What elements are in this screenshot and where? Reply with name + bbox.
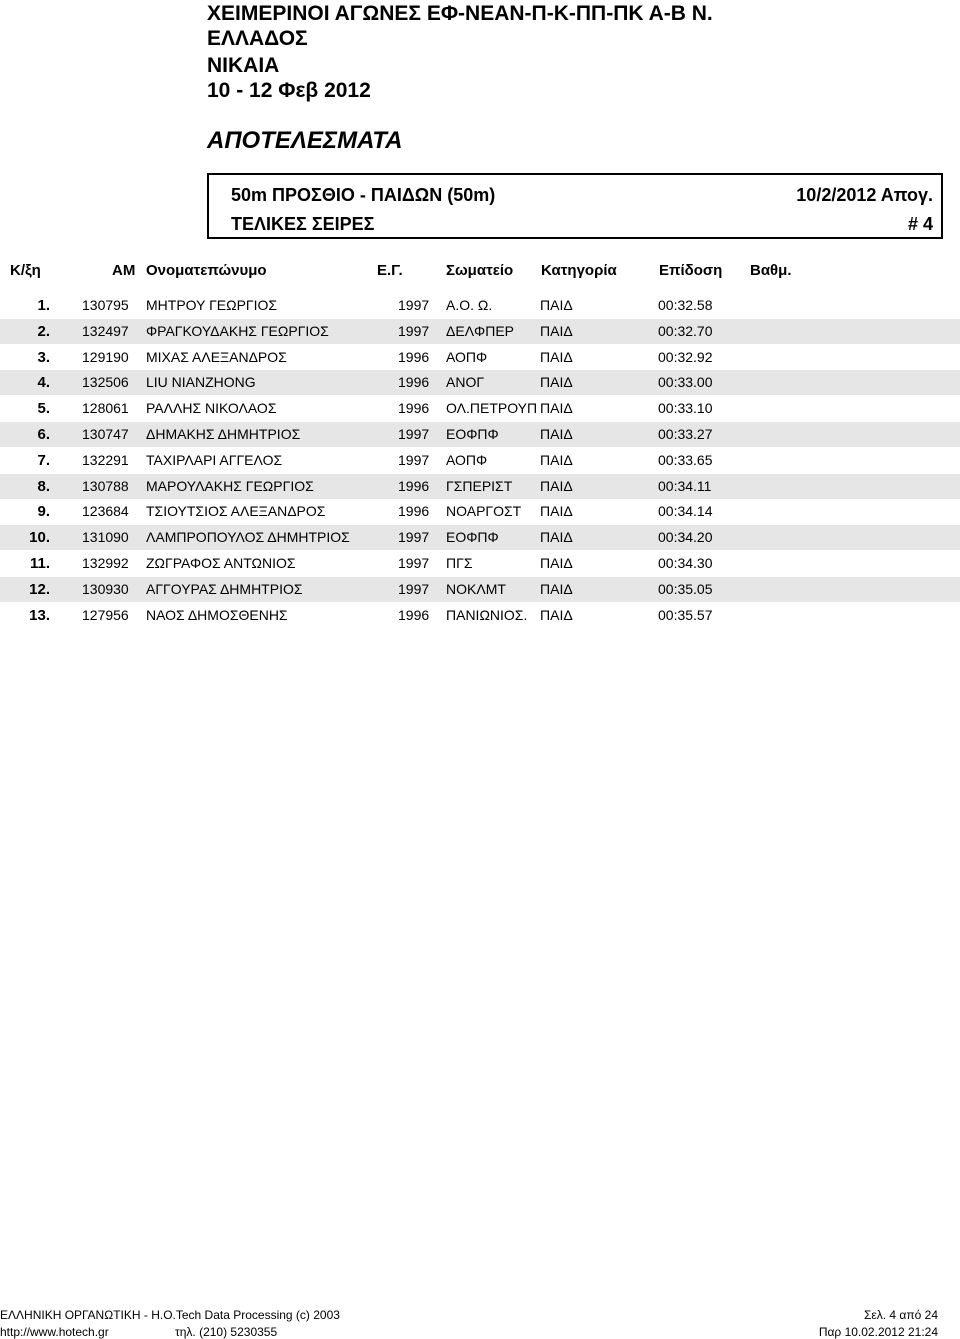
cell-athlete-name: ΦΡΑΓΚΟΥΔΑΚΗΣ ΓΕΩΡΓΙΟΣ — [146, 322, 329, 339]
table-row — [0, 499, 960, 524]
cell-category: ΠΑΙΔ — [540, 477, 573, 494]
col-header-category: Κατηγορία — [541, 262, 617, 279]
table-row — [0, 603, 960, 628]
cell-birth-year: 1997 — [398, 529, 430, 546]
cell-am: 127956 — [82, 606, 129, 623]
cell-rank: 13. — [29, 606, 50, 624]
cell-club: ΕΟΦΠΦ — [446, 529, 499, 546]
cell-birth-year: 1996 — [398, 477, 430, 494]
cell-birth-year: 1996 — [398, 503, 430, 520]
cell-rank: 6. — [37, 426, 50, 443]
cell-category: ΠΑΙΔ — [540, 606, 573, 623]
meet-venue: ΝΙΚΑΙΑ — [207, 54, 280, 77]
event-heat: # 4 — [907, 214, 933, 234]
cell-athlete-name: ΤΣΙΟΥΤΣΙΟΣ ΑΛΕΞΑΝΔΡΟΣ — [146, 503, 326, 520]
cell-athlete-name: ΖΩΓΡΑΦΟΣ ΑΝΤΩΝΙΟΣ — [146, 555, 296, 571]
cell-birth-year: 1997 — [398, 426, 430, 442]
footer-url: http://www.hotech.gr — [0, 1325, 109, 1339]
col-header-year: Ε.Γ. — [377, 262, 403, 279]
cell-club: Α.Ο. Ω. — [446, 297, 493, 313]
event-date: 10/2/2012 Απογ. — [796, 185, 933, 205]
cell-athlete-name: ΜΙΧΑΣ ΑΛΕΞΑΝΔΡΟΣ — [146, 348, 287, 365]
col-header-club: Σωματείο — [446, 262, 514, 279]
meet-dates: 10 - 12 Φεβ 2012 — [207, 79, 371, 102]
cell-rank: 3. — [37, 348, 50, 366]
cell-category: ΠΑΙΔ — [540, 529, 573, 546]
table-row — [0, 474, 960, 499]
cell-rank: 2. — [37, 322, 50, 340]
cell-category: ΠΑΙΔ — [540, 503, 573, 520]
cell-category: ΠΑΙΔ — [540, 348, 573, 365]
cell-time: 00:35.05 — [658, 580, 713, 597]
cell-time: 00:32.58 — [658, 297, 713, 313]
cell-am: 132291 — [82, 451, 129, 468]
cell-am: 129190 — [82, 348, 129, 365]
cell-athlete-name: ΔΗΜΑΚΗΣ ΔΗΜΗΤΡΙΟΣ — [146, 426, 301, 442]
cell-club: ΝΟΑΡΓΟΣΤ — [446, 503, 522, 520]
cell-rank: 12. — [29, 580, 50, 598]
cell-time: 00:33.27 — [658, 426, 713, 442]
table-row — [0, 448, 960, 473]
cell-category: ΠΑΙΔ — [540, 555, 573, 571]
cell-am: 130747 — [82, 426, 129, 442]
cell-time: 00:34.30 — [658, 555, 713, 571]
cell-rank: 4. — [37, 374, 50, 392]
table-row — [0, 525, 960, 550]
cell-am: 132992 — [82, 555, 129, 571]
cell-category: ΠΑΙΔ — [540, 426, 573, 442]
cell-time: 00:33.65 — [658, 451, 713, 468]
event-name: 50m ΠΡΟΣΘΙΟ - ΠΑΙΔΩΝ (50m) — [231, 185, 496, 205]
cell-athlete-name: ΜΗΤΡΟΥ ΓΕΩΡΓΙΟΣ — [146, 297, 278, 313]
cell-time: 00:33.10 — [658, 400, 713, 417]
footer-company: ΕΛΛΗΝΙΚΗ ΟΡΓΑΝΩΤΙΚΗ - Η.Ο.Tech Data Processing (c) 2003 — [0, 1308, 340, 1322]
cell-athlete-name: ΝΑΟΣ ΔΗΜΟΣΘΕΝΗΣ — [146, 606, 288, 623]
col-header-name: Ονοματεπώνυμο — [146, 262, 267, 279]
table-row — [0, 319, 960, 344]
cell-time: 00:35.57 — [658, 606, 713, 623]
cell-time: 00:34.11 — [658, 477, 712, 494]
table-row — [0, 551, 960, 576]
col-header-time: Επίδοση — [659, 262, 723, 279]
cell-rank: 8. — [37, 477, 50, 495]
cell-category: ΠΑΙΔ — [540, 451, 573, 468]
cell-athlete-name: ΑΓΓΟΥΡΑΣ ΔΗΜΗΤΡΙΟΣ — [146, 580, 303, 597]
cell-athlete-name: ΡΑΛΛΗΣ ΝΙΚΟΛΑΟΣ — [146, 400, 277, 417]
cell-athlete-name: ΤΑΧΙΡΛΑΡΙ ΑΓΓΕΛΟΣ — [146, 451, 283, 468]
event-info-box — [207, 173, 943, 239]
cell-club: ΑΝΟΓ — [446, 374, 485, 391]
table-row — [0, 577, 960, 602]
table-row — [0, 370, 960, 395]
table-row — [0, 396, 960, 421]
cell-club: ΔΕΛΦΠΕΡ — [446, 322, 514, 339]
table-row — [0, 422, 960, 447]
cell-am: 131090 — [82, 529, 129, 546]
meet-title-line-1: ΧΕΙΜΕΡΙΝΟΙ ΑΓΩΝΕΣ ΕΦ-ΝΕΑΝ-Π-Κ-ΠΠ-ΠΚ Α-Β Ν. — [207, 2, 713, 25]
cell-club: ΓΣΠΕΡΙΣΤ — [446, 477, 513, 494]
cell-rank: 10. — [29, 529, 50, 547]
cell-rank: 7. — [37, 451, 50, 469]
cell-am: 130795 — [82, 297, 129, 313]
cell-am: 123684 — [82, 503, 129, 520]
results-title: ΑΠΟΤΕΛΕΣΜΑΤΑ — [207, 127, 403, 154]
cell-am: 132506 — [82, 374, 129, 391]
cell-birth-year: 1996 — [398, 400, 430, 417]
cell-club: ΑΟΠΦ — [446, 451, 488, 468]
table-row — [0, 293, 960, 318]
cell-rank: 9. — [37, 503, 50, 521]
cell-club: ΕΟΦΠΦ — [446, 426, 499, 442]
cell-time: 00:34.20 — [658, 529, 713, 546]
cell-rank: 11. — [29, 555, 50, 572]
cell-club: ΑΟΠΦ — [446, 348, 488, 365]
cell-athlete-name: LIU NIANZHONG — [146, 374, 256, 391]
cell-am: 128061 — [82, 400, 129, 417]
cell-time: 00:32.92 — [658, 348, 713, 365]
cell-birth-year: 1997 — [398, 322, 430, 339]
cell-birth-year: 1996 — [398, 606, 430, 623]
cell-category: ΠΑΙΔ — [540, 322, 573, 339]
cell-am: 130788 — [82, 477, 129, 494]
cell-am: 130930 — [82, 580, 129, 597]
col-header-am: ΑΜ — [112, 262, 136, 279]
cell-rank: 1. — [37, 297, 50, 314]
cell-category: ΠΑΙΔ — [540, 580, 573, 597]
col-header-rank: Κ/ξη — [10, 262, 41, 279]
cell-club: ΟΛ.ΠΕΤΡΟΥΠ — [446, 400, 538, 417]
event-round: ΤΕΛΙΚΕΣ ΣΕΙΡΕΣ — [231, 214, 375, 234]
meet-title-line-2: ΕΛΛΑΔΟΣ — [207, 27, 308, 50]
cell-birth-year: 1996 — [398, 348, 430, 365]
cell-birth-year: 1997 — [398, 555, 430, 571]
cell-birth-year: 1996 — [398, 374, 430, 391]
cell-birth-year: 1997 — [398, 297, 430, 313]
cell-athlete-name: ΜΑΡΟΥΛΑΚΗΣ ΓΕΩΡΓΙΟΣ — [146, 477, 314, 494]
footer-printed-timestamp: Παρ 10.02.2012 21:24 — [818, 1325, 938, 1339]
footer-page-number: Σελ. 4 από 24 — [863, 1308, 938, 1322]
cell-am: 132497 — [82, 322, 129, 339]
cell-birth-year: 1997 — [398, 580, 430, 597]
cell-rank: 5. — [37, 400, 50, 418]
table-row — [0, 345, 960, 370]
col-header-points: Βαθμ. — [750, 262, 792, 279]
cell-category: ΠΑΙΔ — [540, 400, 573, 417]
cell-club: ΠΑΝΙΩΝΙΟΣ. — [446, 606, 528, 623]
cell-club: ΠΓΣ — [446, 555, 473, 571]
cell-category: ΠΑΙΔ — [540, 374, 573, 391]
cell-athlete-name: ΛΑΜΠΡΟΠΟΥΛΟΣ ΔΗΜΗΤΡΙΟΣ — [146, 529, 350, 546]
cell-club: ΝΟΚΛΜΤ — [446, 580, 506, 597]
cell-time: 00:33.00 — [658, 374, 713, 391]
footer-phone: τηλ. (210) 5230355 — [175, 1325, 278, 1339]
cell-time: 00:32.70 — [658, 322, 713, 339]
cell-birth-year: 1997 — [398, 451, 430, 468]
cell-time: 00:34.14 — [658, 503, 713, 520]
cell-category: ΠΑΙΔ — [540, 297, 573, 313]
